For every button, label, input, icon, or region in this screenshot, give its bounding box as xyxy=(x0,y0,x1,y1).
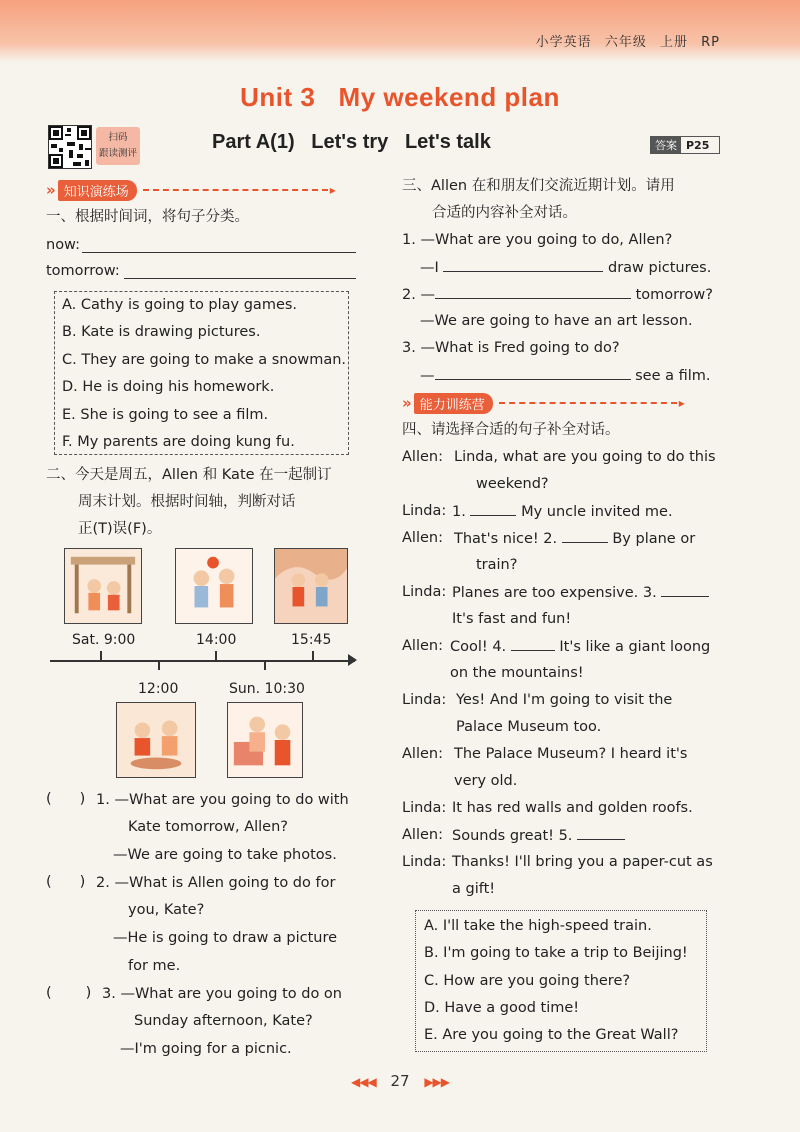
q4-line: That's nice! 2. By plane or xyxy=(454,531,696,547)
q2-item-line: Kate tomorrow, Allen? xyxy=(128,819,288,835)
volume-label: 上册 xyxy=(659,35,688,50)
q3-instruction: 三、Allen 在和朋友们交流近期计划。请用 xyxy=(402,178,675,194)
q2-item-line: Sunday afternoon, Kate? xyxy=(134,1013,313,1029)
q4-line: Linda, what are you going to do this xyxy=(454,449,716,465)
qr-code-icon[interactable] xyxy=(48,125,92,169)
tomorrow-label: tomorrow: xyxy=(46,263,120,279)
illustration-sat-morning xyxy=(64,548,142,624)
section-practice: » 知识演练场 ▸ xyxy=(46,181,336,200)
part-title: Part A(1) Let's try Let's talk xyxy=(212,131,491,153)
q4-line: Yes! And I'm going to visit the xyxy=(456,692,673,708)
timeline-tick xyxy=(158,660,160,670)
book-info xyxy=(528,31,720,50)
timeline-label: 15:45 xyxy=(291,632,332,648)
arrow-right-icon: ▸ xyxy=(678,396,685,410)
fill-blank[interactable] xyxy=(435,366,631,380)
answer-paren[interactable]: ( ) xyxy=(46,874,86,890)
q4-line: It's fast and fun! xyxy=(452,611,572,627)
qr-label: 扫码 跟读测评 xyxy=(96,127,140,165)
section-training: » 能力训练营 ▸ xyxy=(402,394,685,413)
triple-right-arrow-icon: ▶▶▶ xyxy=(424,1075,450,1089)
q4-instruction: 四、请选择合适的句子补全对话。 xyxy=(402,422,620,438)
fill-blank[interactable] xyxy=(511,637,555,651)
q2-item-line: —I'm going for a picnic. xyxy=(120,1041,292,1057)
q1-option: F. My parents are doing kung fu. xyxy=(62,434,295,450)
q1-instruction: 一、根据时间词，将句子分类。 xyxy=(46,209,249,225)
edition-label: RP xyxy=(701,35,720,50)
q4-line: It has red walls and golden roofs. xyxy=(452,800,693,816)
arrow-right-icon xyxy=(348,654,357,666)
illustration-1400 xyxy=(175,548,253,624)
subject-label: 小学英语 xyxy=(535,35,592,50)
q4-line: weekend? xyxy=(476,476,549,492)
timeline-tick xyxy=(100,651,102,661)
timeline-tick xyxy=(264,660,266,670)
q1-option: E. She is going to see a film. xyxy=(62,407,269,423)
illustration-1200 xyxy=(116,702,196,778)
timeline-tick xyxy=(312,651,314,661)
answer-paren[interactable]: ( ) xyxy=(46,791,86,807)
q4-speaker: Linda: xyxy=(402,692,447,708)
q3-line: —I draw pictures. xyxy=(420,260,712,276)
fill-blank[interactable] xyxy=(435,285,631,299)
q4-option: E. Are you going to the Great Wall? xyxy=(424,1027,679,1043)
fill-blank[interactable] xyxy=(577,826,625,840)
arrow-right-icon: ▸ xyxy=(329,183,336,197)
timeline-label: Sun. 10:30 xyxy=(229,681,305,697)
q1-options-box xyxy=(54,291,349,455)
q2-instruction: 正(T)误(F)。 xyxy=(78,521,162,537)
answer-tag[interactable]: 答案 P25 xyxy=(650,136,720,154)
now-answer-line[interactable] xyxy=(82,252,356,253)
q4-speaker: Allen: xyxy=(402,530,443,546)
fill-blank[interactable] xyxy=(562,529,608,543)
q4-line: train? xyxy=(476,557,518,573)
q1-option: C. They are going to make a snowman. xyxy=(62,352,347,368)
q4-speaker: Allen: xyxy=(402,449,443,465)
triple-left-arrow-icon: ◀◀◀ xyxy=(350,1075,376,1089)
unit-title: Unit 3 My weekend plan xyxy=(240,82,560,112)
q2-item-line: 3. —What are you going to do on xyxy=(102,986,342,1002)
q2-item-line: 2. —What is Allen going to do for xyxy=(96,875,336,891)
header-banner xyxy=(0,0,800,62)
q4-line: a gift! xyxy=(452,881,496,897)
q3-line: — see a film. xyxy=(420,368,711,384)
q4-option: A. I'll take the high-speed train. xyxy=(424,918,652,934)
q4-line: Planes are too expensive. 3. xyxy=(452,583,709,602)
illustration-sun-1030 xyxy=(227,702,303,778)
q2-item-line: for me. xyxy=(128,958,181,974)
q2-item-line: —We are going to take photos. xyxy=(113,847,337,863)
timeline-label: Sat. 9:00 xyxy=(72,632,136,648)
q3-instruction: 合适的内容补全对话。 xyxy=(432,205,577,221)
q4-speaker: Allen: xyxy=(402,827,443,843)
illustration-1545 xyxy=(274,548,348,624)
q4-line: Cool! 4. It's like a giant loong xyxy=(450,639,711,655)
q4-speaker: Linda: xyxy=(402,854,447,870)
fill-blank[interactable] xyxy=(661,583,709,597)
now-label: now: xyxy=(46,237,81,253)
answer-paren[interactable]: ( ) xyxy=(46,985,92,1001)
q4-speaker: Linda: xyxy=(402,503,447,519)
q3-line: 2. — tomorrow? xyxy=(402,287,713,303)
q4-line: The Palace Museum? I heard it's xyxy=(454,746,688,762)
page-number: ◀◀◀ 27 ▶▶▶ xyxy=(350,1072,450,1090)
q1-option: D. He is doing his homework. xyxy=(62,379,275,395)
q4-line: Thanks! I'll bring you a paper-cut as xyxy=(452,854,713,870)
grade-label: 六年级 xyxy=(604,35,647,50)
timeline-label: 14:00 xyxy=(196,632,237,648)
q1-option: B. Kate is drawing pictures. xyxy=(62,324,261,340)
timeline-axis xyxy=(50,660,355,662)
q1-option: A. Cathy is going to play games. xyxy=(62,297,298,313)
chevron-right-icon: » xyxy=(402,394,412,412)
q2-instruction: 周末计划。根据时间轴，判断对话 xyxy=(78,494,296,510)
q2-item-line: 1. —What are you going to do with xyxy=(96,792,349,808)
q4-line: Sounds great! 5. xyxy=(452,826,625,845)
q4-line: 1. My uncle invited me. xyxy=(452,504,673,520)
timeline-label: 12:00 xyxy=(138,681,179,697)
q3-line: 3. —What is Fred going to do? xyxy=(402,340,620,356)
tomorrow-answer-line[interactable] xyxy=(124,278,356,279)
fill-blank[interactable] xyxy=(470,502,516,516)
q4-speaker: Linda: xyxy=(402,800,447,816)
q3-line: 1. —What are you going to do, Allen? xyxy=(402,232,673,248)
timeline-tick xyxy=(215,651,217,661)
chevron-right-icon: » xyxy=(46,181,56,199)
q4-option: B. I'm going to take a trip to Beijing! xyxy=(424,945,688,961)
q2-item-line: —He is going to draw a picture xyxy=(113,930,338,946)
fill-blank[interactable] xyxy=(443,258,603,272)
q4-option: C. How are you going there? xyxy=(424,973,631,989)
q4-line: Palace Museum too. xyxy=(456,719,602,735)
q4-speaker: Linda: xyxy=(402,584,447,600)
q4-line: very old. xyxy=(454,773,518,789)
q2-item-line: you, Kate? xyxy=(128,902,205,918)
q3-line: —We are going to have an art lesson. xyxy=(420,313,693,329)
q2-instruction: 二、今天是周五，Allen 和 Kate 在一起制订 xyxy=(46,467,332,483)
q4-speaker: Allen: xyxy=(402,638,443,654)
q4-line: on the mountains! xyxy=(450,665,584,681)
q4-option: D. Have a good time! xyxy=(424,1000,580,1016)
q4-speaker: Allen: xyxy=(402,746,443,762)
